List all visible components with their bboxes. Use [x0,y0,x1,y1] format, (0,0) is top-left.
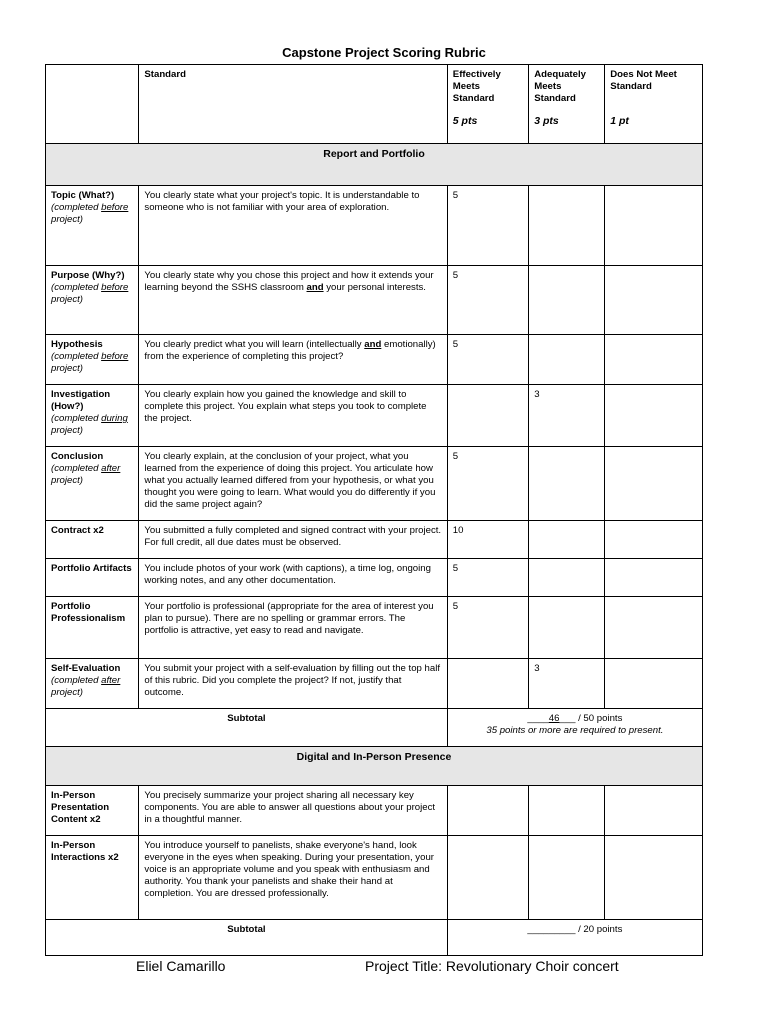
criterion-name: Contract x2 [51,525,104,536]
subtotal-row [46,709,703,747]
score-not-meet[interactable] [605,447,703,521]
header-effective: Effectively Meets Standard [452,69,501,104]
criterion-cell [46,385,139,447]
score-effective[interactable]: 5 [447,597,528,659]
table-row [46,447,703,521]
criterion-note: (completed after project) [51,675,121,698]
criterion-name: Conclusion [51,451,104,462]
criterion-name: In-Person Presentation Content x2 [51,790,110,825]
score-not-meet[interactable] [605,521,703,559]
criterion-cell [46,597,139,659]
score-not-meet[interactable] [605,385,703,447]
subtotal-score [447,709,702,747]
criterion-name: Portfolio Professionalism [51,601,126,624]
criterion-cell [46,447,139,521]
score-adequate[interactable] [529,447,605,521]
criterion-description: You include photos of your work (with captions), a time log, ongoing working notes, and any other documentation. [139,559,447,597]
criterion-name: Hypothesis [51,339,103,350]
subtotal-score[interactable]: _________ / 20 points [447,920,702,956]
score-adequate[interactable] [529,335,605,385]
criterion-note: (completed before project) [51,351,129,374]
criterion-note: (completed after project) [51,463,121,486]
subtotal-label: Subtotal [46,920,448,956]
table-row [46,266,703,335]
score-adequate[interactable]: 3 [529,659,605,709]
header-not-meet-pts: 1 pt [610,115,629,127]
criterion-cell [46,335,139,385]
score-not-meet[interactable] [605,266,703,335]
score-adequate[interactable] [529,597,605,659]
section-digital-presence: Digital and In-Person Presence [46,747,703,786]
table-row [46,836,703,920]
student-name: Eliel Camarillo [136,958,226,974]
section-row [46,747,703,786]
criterion-name: Purpose (Why?) [51,270,125,281]
project-title: Project Title: Revolutionary Choir concert [365,958,619,974]
header-adequate-pts: 3 pts [534,115,559,127]
criterion-description: Your portfolio is professional (appropriate for the area of interest you plan to pursue). There are no spelling or grammar errors. The portfolio is attractive, yet easy to read and navigate. [139,597,447,659]
table-row [46,335,703,385]
criterion-note: (completed before project) [51,282,129,305]
criterion-note: (completed before project) [51,202,129,225]
score-effective[interactable] [447,836,528,920]
table-row [46,597,703,659]
score-not-meet[interactable] [605,186,703,266]
header-not-meet: Does Not Meet Standard [610,69,677,92]
header-effective-cell [447,65,528,144]
score-adequate[interactable] [529,836,605,920]
table-row [46,186,703,266]
criterion-description: You introduce yourself to panelists, shake everyone's hand, look everyone in the eyes when speaking. During your presentation, your voice is an appropriate volume and you speak with enthusiasm and authority. You thank your panelists and shake their hand at completion. You are dressed professionally. [139,836,447,920]
section-report-portfolio: Report and Portfolio [46,144,703,186]
table-row [46,559,703,597]
score-effective[interactable] [447,659,528,709]
criterion-cell [46,659,139,709]
header-adequate: Adequately Meets Standard [534,69,586,104]
subtotal-row [46,920,703,956]
criterion-name: Investigation (How?) [51,389,111,412]
criterion-description: You submit your project with a self-evaluation by filling out the top half of this rubric. Did you complete the project? If not, justify that outcome. [139,659,447,709]
score-effective[interactable] [447,786,528,836]
score-effective[interactable]: 5 [447,266,528,335]
score-not-meet[interactable] [605,597,703,659]
criterion-description: You precisely summarize your project sharing all necessary key components. You are able to answer all questions about your project in a thoughtful manner. [139,786,447,836]
criterion-cell [46,186,139,266]
section-row [46,144,703,186]
header-standard-cell [139,65,447,144]
table-row [46,385,703,447]
score-not-meet[interactable] [605,836,703,920]
score-adequate[interactable] [529,521,605,559]
criterion-cell [46,786,139,836]
score-effective[interactable]: 5 [447,335,528,385]
score-adequate[interactable] [529,559,605,597]
criterion-name: In-Person Interactions x2 [51,840,119,863]
criterion-description: You clearly state why you chose this project and how it extends your learning beyond the SSHS classroom and your personal interests. [139,266,447,335]
score-adequate[interactable] [529,186,605,266]
subtotal-points: ____46___ / 50 points [527,713,623,724]
criterion-name: Portfolio Artifacts [51,563,132,574]
criterion-description: You clearly state what your project's topic. It is understandable to someone who is not familiar with your area of exploration. [139,186,447,266]
header-not-meet-cell [605,65,703,144]
subtotal-value[interactable]: 46 [548,713,560,724]
table-row [46,659,703,709]
criterion-description: You clearly explain how you gained the knowledge and skill to complete this project. You explain what steps you took to complete the project. [139,385,447,447]
score-effective[interactable]: 5 [447,559,528,597]
header-adequate-cell [529,65,605,144]
score-effective[interactable]: 5 [447,186,528,266]
rubric-table [45,64,703,956]
score-not-meet[interactable] [605,659,703,709]
criterion-cell [46,559,139,597]
score-effective[interactable] [447,385,528,447]
criterion-description: You submitted a fully completed and signed contract with your project. For full credit, all due dates must be observed. [139,521,447,559]
subtotal-note: 35 points or more are required to present. [486,725,664,736]
criterion-cell [46,266,139,335]
table-row [46,786,703,836]
score-adequate[interactable] [529,786,605,836]
score-adequate[interactable] [529,266,605,335]
header-effective-pts: 5 pts [452,115,478,127]
header-row [46,65,703,144]
score-not-meet[interactable] [605,786,703,836]
score-not-meet[interactable] [605,559,703,597]
table-row [46,521,703,559]
criterion-name: Topic (What?) [51,190,115,201]
criterion-cell [46,836,139,920]
criterion-note: (completed during project) [51,413,128,436]
criterion-description: You clearly predict what you will learn (intellectually and emotionally) from the experience of completing this project? [139,335,447,385]
header-standard: Standard [144,69,186,80]
score-effective[interactable]: 10 [447,521,528,559]
score-adequate[interactable]: 3 [529,385,605,447]
criterion-cell [46,521,139,559]
header-blank-cell [46,65,139,144]
subtotal-label: Subtotal [46,709,448,747]
criterion-description: You clearly explain, at the conclusion of your project, what you learned from the experience of doing this project. You articulate how what you actually learned differed from your hypothesis, or what you thought you were going to learn. What would you do differently if you did the same project again? [139,447,447,521]
criterion-name: Self-Evaluation [51,663,121,674]
page-title: Capstone Project Scoring Rubric [282,45,486,60]
score-not-meet[interactable] [605,335,703,385]
score-effective[interactable]: 5 [447,447,528,521]
